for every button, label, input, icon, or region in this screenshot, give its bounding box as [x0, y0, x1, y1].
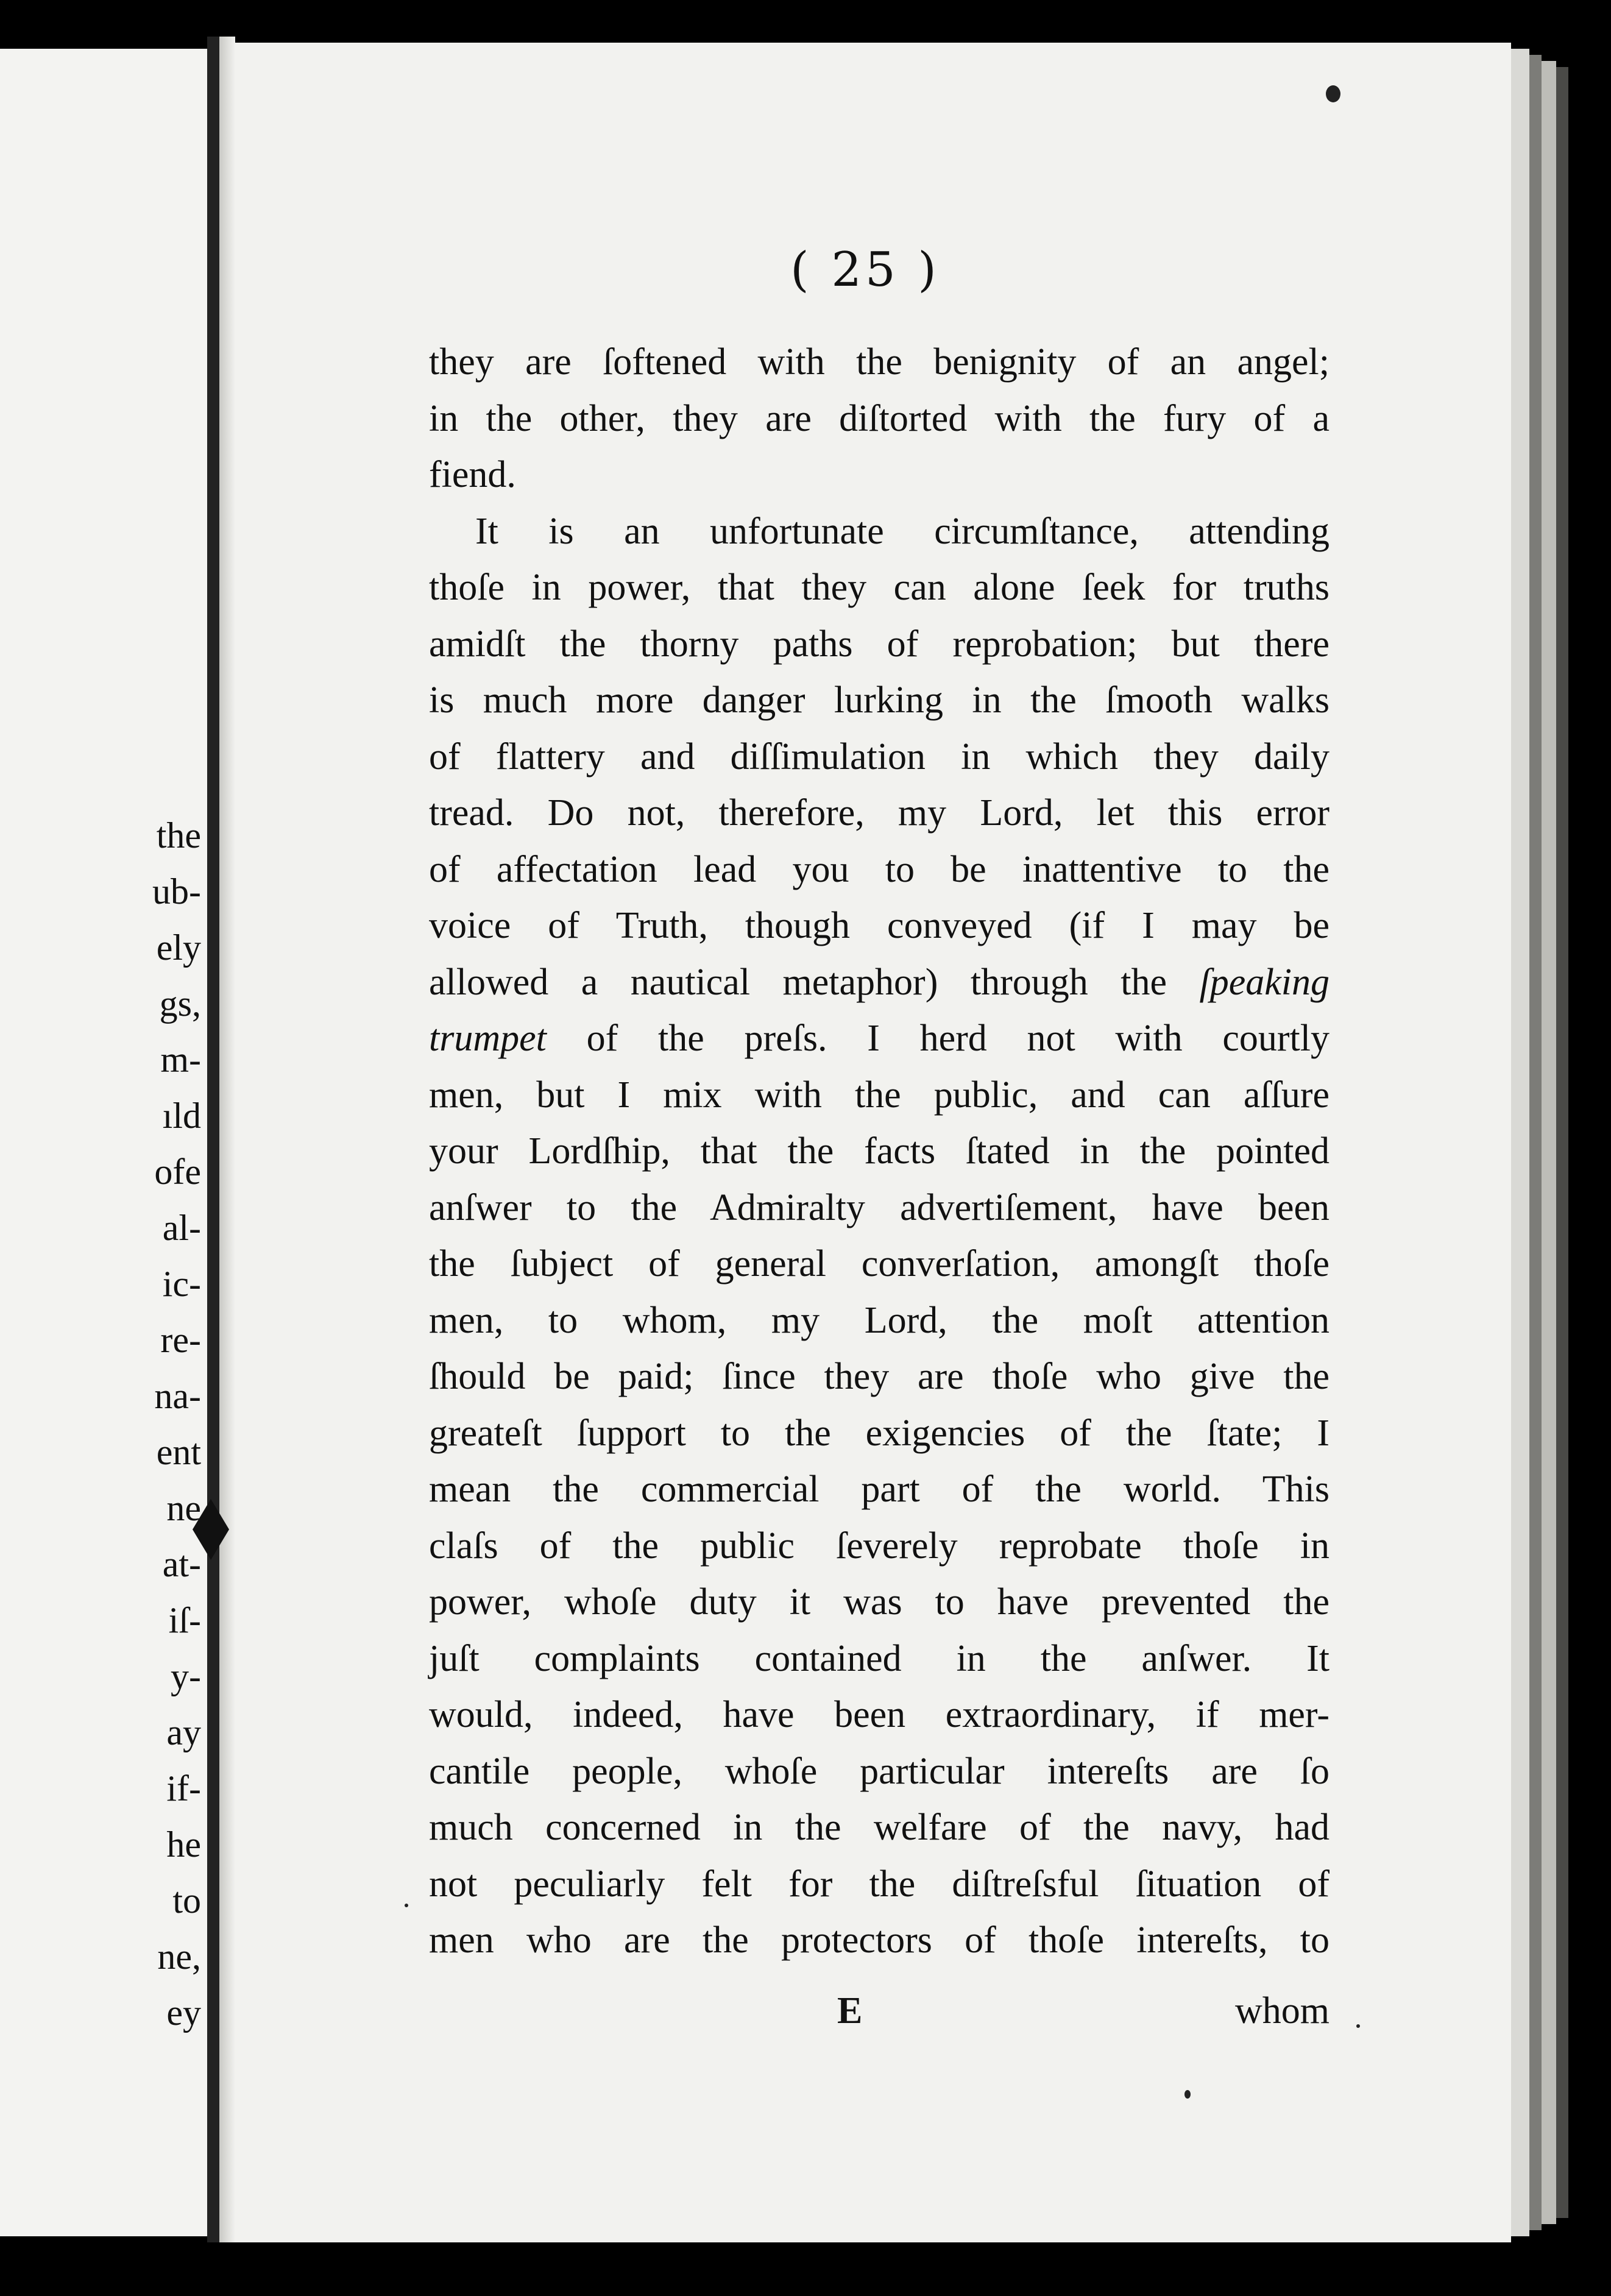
line-text: men who are the protectors of thoſe intereſts, to	[429, 1919, 1330, 1961]
line-text: not peculiarly felt for the diſtreſsful ſituation of	[429, 1863, 1330, 1905]
text-line	[429, 1067, 1330, 1124]
line-text: of the preſs. I herd not with courtly	[586, 1018, 1330, 1059]
line-text: juſt complaints contained in the anſwer. It	[429, 1637, 1330, 1679]
line-text: of affectation lead you to be inattentive to the	[429, 848, 1330, 890]
book-gutter	[207, 37, 219, 2242]
text-line	[429, 334, 1330, 391]
line-text: in the other, they are diſtorted with the fury of a	[429, 397, 1330, 439]
text-line	[429, 1743, 1330, 1800]
page-edge	[1556, 67, 1568, 2218]
text-line	[429, 1236, 1330, 1292]
left-page-fragment: y-	[171, 1656, 201, 1696]
line-text: ſhould be paid; ſince they are thoſe who give the	[429, 1356, 1330, 1397]
left-facing-page	[0, 49, 207, 2236]
text-line	[429, 1574, 1330, 1631]
line-text: voice of Truth, though conveyed (if I may be	[429, 905, 1330, 946]
text-line	[429, 503, 1330, 560]
line-text: fiend.	[429, 454, 516, 495]
left-page-fragment: ofe	[154, 1152, 201, 1192]
left-page-fragment: ne	[166, 1488, 201, 1528]
left-page-fragment: ıld	[162, 1096, 201, 1136]
text-line	[429, 1518, 1330, 1575]
left-page-text-fragments	[116, 807, 201, 2041]
left-page-fragment: gs,	[159, 983, 201, 1024]
text-line	[429, 1461, 1330, 1518]
left-page-fragment: if-	[166, 1768, 201, 1809]
text-line	[429, 559, 1330, 616]
ink-speck	[405, 1904, 408, 1907]
text-line	[429, 898, 1330, 954]
left-page-fragment: ay	[166, 1712, 201, 1752]
text-line	[429, 616, 1330, 673]
text-line	[429, 1912, 1330, 1969]
line-text: tread. Do not, therefore, my Lord, let this error	[429, 792, 1330, 834]
left-page-fragment: ub-	[152, 871, 201, 912]
italic-word: ſpeaking	[1199, 961, 1330, 1003]
text-line	[429, 1123, 1330, 1180]
line-text: would, indeed, have been extraordinary, if mer-	[429, 1694, 1330, 1735]
gutter-shadow	[219, 37, 235, 2242]
text-line	[429, 1687, 1330, 1743]
ink-speck	[1326, 85, 1340, 102]
line-text: cantile people, whoſe particular intereſts are ſo	[429, 1750, 1330, 1792]
signature-mark: E	[837, 1990, 863, 2032]
left-page-fragment: the	[156, 815, 201, 856]
line-text: It is an unfortunate circumſtance, attending	[475, 510, 1330, 552]
line-text: the ſubject of general converſation, amongſt thoſe	[429, 1243, 1330, 1284]
line-text: men, to whom, my Lord, the moſt attention	[429, 1299, 1330, 1341]
text-line	[429, 1010, 1330, 1067]
page-edge	[1529, 55, 1542, 2230]
line-text: much concerned in the welfare of the navy, had	[429, 1807, 1330, 1848]
line-text: of flattery and diſſimulation in which they daily	[429, 735, 1330, 778]
text-line	[429, 1405, 1330, 1462]
text-line	[429, 672, 1330, 729]
text-line	[429, 1348, 1330, 1405]
line-text: power, whoſe duty it was to have prevented the	[429, 1581, 1330, 1623]
text-line	[429, 1292, 1330, 1349]
page-edge	[1511, 49, 1529, 2236]
line-text: mean the commercial part of the world. This	[429, 1469, 1330, 1510]
text-line	[429, 954, 1330, 1011]
ink-speck	[1356, 2024, 1360, 2028]
left-page-fragment: ent	[156, 1432, 201, 1472]
line-text: they are ſoftened with the benignity of an angel;	[429, 341, 1330, 383]
text-line	[429, 1799, 1330, 1856]
left-page-fragment: m-	[160, 1040, 201, 1080]
text-line	[429, 1631, 1330, 1687]
line-text: amidſt the thorny paths of reprobation; but there	[429, 623, 1330, 665]
page-number-header: ( 25 )	[790, 243, 940, 297]
ink-speck	[1184, 2090, 1191, 2099]
page-footer	[429, 1990, 1330, 2046]
line-text: is much more danger lurking in the ſmooth walks	[429, 679, 1330, 721]
left-page-fragment: al-	[162, 1208, 201, 1248]
left-page-fragment: at-	[162, 1544, 201, 1584]
line-text: your Lordſhip, that the facts ſtated in the pointed	[429, 1130, 1330, 1172]
line-text: thoſe in power, that they can alone ſeek for truths	[429, 567, 1330, 608]
left-page-fragment: to	[172, 1880, 201, 1921]
text-line	[429, 1180, 1330, 1236]
text-line	[429, 842, 1330, 898]
line-text: claſs of the public ſeverely reprobate thoſe in	[429, 1525, 1330, 1567]
line-text: greateſt ſupport to the exigencies of the ſtate; I	[429, 1412, 1330, 1454]
catchword: whom	[1235, 1990, 1330, 2032]
line-text: men, but I mix with the public, and can aſſure	[429, 1074, 1330, 1116]
line-text: allowed a nautical metaphor) through the	[429, 961, 1167, 1003]
text-line	[429, 391, 1330, 447]
left-page-fragment: ey	[166, 1993, 201, 2033]
left-page-fragment: re-	[160, 1320, 201, 1360]
left-page-fragment: ne,	[157, 1936, 201, 1977]
page-edge	[1542, 61, 1556, 2224]
left-page-fragment: na-	[154, 1376, 201, 1416]
body-text	[429, 334, 1330, 1969]
left-page-fragment: ic-	[162, 1264, 201, 1304]
text-line	[429, 729, 1330, 785]
text-line	[429, 785, 1330, 842]
italic-word: trumpet	[429, 1018, 547, 1059]
left-page-fragment: ely	[156, 927, 201, 968]
left-page-fragment: iſ-	[168, 1600, 201, 1640]
line-text: anſwer to the Admiralty advertiſement, have been	[429, 1186, 1330, 1228]
text-line	[429, 447, 1330, 503]
text-line	[429, 1856, 1330, 1913]
left-page-fragment: he	[166, 1824, 201, 1865]
